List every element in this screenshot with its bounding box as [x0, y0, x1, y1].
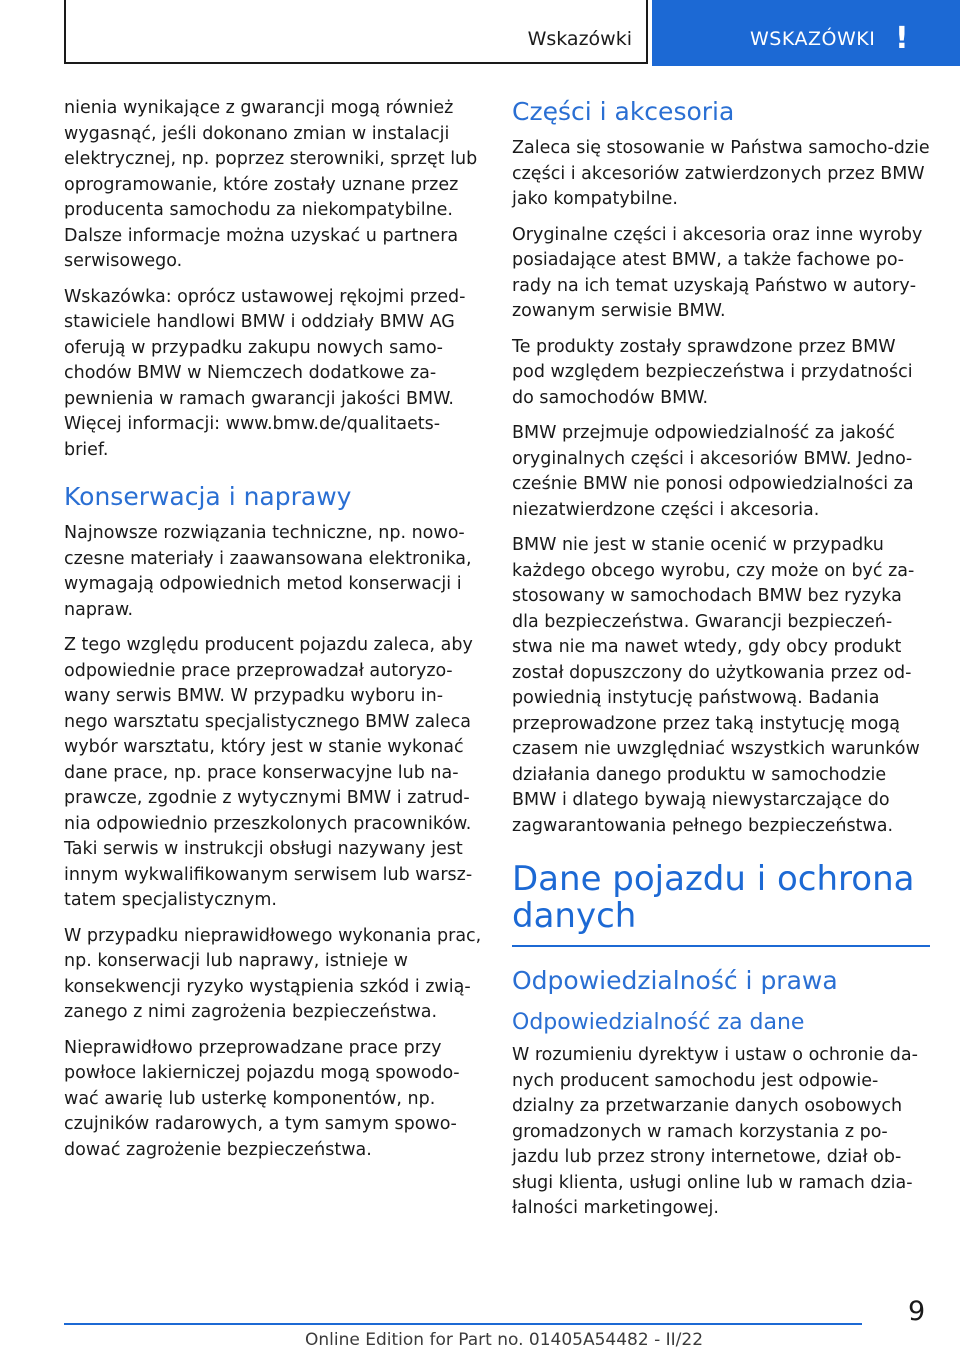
paragraph: Oryginalne części i akcesoria oraz inne wyroby posiadające atest BMW, a także fachowe po‐rady na ich temat uzyskają Państwo w autory‐zowanym serwisie BMW.: [512, 224, 923, 321]
header-chapter-label: WSKAZÓWKI: [750, 28, 876, 50]
paragraph: Zaleca się stosowanie w Państwa samocho‐dzie części i akcesoriów zatwierdzonych przez BMW jako kompatybilne.: [512, 138, 930, 209]
left-column: [64, 96, 482, 1173]
header-section-box: [64, 0, 648, 64]
paragraph: Najnowsze rozwiązania techniczne, np. nowo‐czesne materiały i zaawansowana elektronika, wymagają odpowiednich metod konserwacji i napraw.: [64, 523, 472, 620]
footer-divider: [64, 1323, 862, 1325]
heading-dane-pojazdu: Dane pojazdu i ochrona danych: [512, 859, 915, 936]
heading-konserwacja: Konserwacja i naprawy: [64, 482, 352, 511]
heading-odpowiedzialnosc: Odpowiedzialność i prawa: [512, 966, 838, 995]
paragraph: Nieprawidłowo przeprowadzane prace przy powłoce lakierniczej pojazdu mogą spowodo‐wać awarię lub usterkę komponentów, np. czujników radarowych, a tym samym spowo‐dować zagrożenie bezpieczeństwa.: [64, 1037, 460, 1160]
paragraph: Te produkty zostały sprawdzone przez BMW pod względem bezpieczeństwa i przydatności do samochodów BMW.: [512, 336, 913, 408]
heading-czesci: Części i akcesoria: [512, 97, 735, 126]
right-column: [512, 96, 930, 1232]
paragraph: W przypadku nieprawidłowego wykonania prac, np. konserwacji lub naprawy, istnieje w konsekwencji ryzyko wystąpienia szkód i zwią‐zanego z nimi zagrożenia bezpieczeństwa.: [64, 925, 482, 1022]
paragraph: nienia wynikające z gwarancji mogą również wygasnąć, jeśli dokonano zmian w instalacji elektrycznej, np. poprzez sterowniki, sprzęt lub oprogramowanie, które zostały uznane przez producenta samochodu za niekompatybilne. Dalsze informacje można uzyskać u partnera serwisowego.: [64, 98, 478, 271]
page-number: 9: [908, 1296, 926, 1327]
paragraph: Z tego względu producent pojazdu zaleca, aby odpowiednie prace przeprowadzał autoryzo‐wany serwis BMW. W przypadku wyboru in‐nego warsztatu specjalistycznego BMW zaleca wybór warsztatu, który jest w stanie wykonać dane prace, np. prace konserwacyjne lub na‐prawcze, zgodnie z wytycznymi BMW i zatrud‐nia odpowiednio przeszkolonych pracowników. Taki serwis w instrukcji obsługi nazywany jest innym wykwalifikowanym serwisem lub warsz‐tatem specjalistycznym.: [64, 635, 473, 910]
heading-odpowiedzialnosc-za-dane: Odpowiedzialność za dane: [512, 1010, 805, 1035]
paragraph: W rozumieniu dyrektyw i ustaw o ochronie da‐nych producent samochodu jest odpowie‐dzialny za przetwarzanie danych osobowych gromadzonych w ramach korzystania z po‐jazdu lub przez strony internetowe, dział ob‐sługi klienta, usługi online lub w ramach dzia‐łalności marketingowej.: [512, 1045, 918, 1218]
paragraph: BMW przejmuje odpowiedzialność za jakość oryginalnych części i akcesoriów BMW. Jedno‐cześnie BMW nie ponosi odpowiedzialności za niezatwierdzone części i akcesoria.: [512, 423, 914, 520]
paragraph: Wskazówka: oprócz ustawowej rękojmi przed‐stawiciele handlowi BMW i oddziały BMW AG oferują w przypadku zakupu nowych samo‐chodów BMW w Niemczech dodatkowe za‐pewnienia w ramach gwarancji jakości BMW. Więcej informacji: www.bmw.de/qualitaets‐brief.: [64, 286, 466, 460]
footer-edition-text: Online Edition for Part no. 01405A54482 - II/22: [305, 1330, 704, 1350]
header-section-label: Wskazówki: [527, 28, 632, 50]
paragraph: BMW nie jest w stanie ocenić w przypadku każdego obcego wyrobu, czy może on być za‐stosowany w samochodach BMW bez ryzyka dla bezpieczeństwa. Gwarancji bezpieczeń‐stwa nie ma nawet wtedy, gdy obcy produkt został dopuszczony do użytkowania przez od‐powiednią instytucję państwową. Badania przeprowadzone przez taką instytucję mogą czasem nie uwzględniać wszystkich warunków działania danego produktu w samochodzie BMW i dlatego bywają niewystarczające do zagwarantowania pełnego bezpieczeństwa.: [512, 535, 920, 836]
heading-divider: [512, 945, 930, 947]
exclamation-icon: !: [895, 21, 909, 56]
header-chapter-tab: [652, 0, 960, 66]
